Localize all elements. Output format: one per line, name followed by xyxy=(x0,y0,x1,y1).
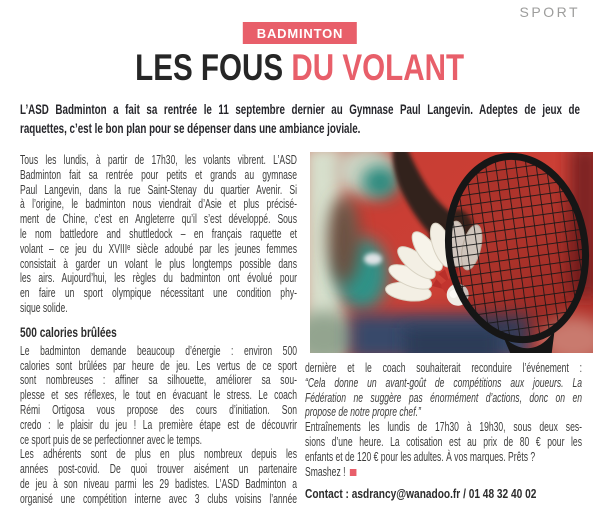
text-line: Paul Langevin, dans la rue Saint-Stenay du quartier Avenir. Si xyxy=(20,181,297,197)
text-line: le nom battledore and shuttledock – en français raquette et xyxy=(20,225,297,241)
category-badge: BADMINTON xyxy=(243,22,357,44)
text-line: enfants et de 120 € pour les adultes. À vos marques. Prêts ? xyxy=(305,448,536,464)
text-line: à l’origine, le badminton nous viendrait d’Asie et plus précisé- xyxy=(20,196,297,212)
page-title xyxy=(0,48,600,88)
blurred-arm xyxy=(328,196,360,284)
paragraph-calories xyxy=(20,344,298,448)
wristband xyxy=(364,253,382,265)
text-line: dernière et le coach souhaiterait reconduire l’événement : xyxy=(305,360,582,375)
text-line: Fédération ne suggère pas énormément d’actions, donc on en xyxy=(305,389,582,405)
blue-shorts-dark xyxy=(405,328,500,353)
contact-line: Contact : asdrancy@wanadoo.fr / 01 48 32 40 02 xyxy=(305,486,537,502)
smashez-line xyxy=(305,465,582,480)
text-line: Rémi Ortigosa vous propose des cours d’initiation. Son xyxy=(20,401,297,417)
right-column xyxy=(305,361,583,501)
text-line: en faire un sport olympique nécessitant une condition phy- xyxy=(20,285,297,301)
text-line: volant – ce jeu du XVIIIᵉ siècle adoubé par les jeunes femmes xyxy=(20,240,297,256)
text-line: Tous les lundis, à partir de 17h30, les volants vibrent. L’ASD xyxy=(20,152,297,167)
text-line: Entraînements les lundis de 17h30 à 19h30, sous deux ses- xyxy=(305,419,582,435)
subheading-500-calories: 500 calories brûlées xyxy=(20,324,117,340)
text-line: credo : le plaisir du jeu ! La première étape est de découvrir xyxy=(20,416,297,432)
badminton-photo-illustration xyxy=(310,152,593,353)
text-line: organisé une compétition interne avec 3 clubs voisins l’année xyxy=(20,490,297,506)
paragraph-adherents xyxy=(20,447,298,506)
text-line: sique solide. xyxy=(20,299,68,315)
text-line: Les adhérents sont de plus en plus nombreux depuis les xyxy=(20,446,297,462)
paragraph-events xyxy=(305,361,583,465)
text-line: propose de notre propre chef.” xyxy=(305,404,421,420)
text-line: Le badminton demande beaucoup d’énergie : environ 500 xyxy=(20,342,297,358)
text-line: L’ASD Badminton a fait sa rentrée le 11 septembre dernier au Gymnase Paul Langevin. Adeptes de jeux de xyxy=(20,101,580,117)
text-line: consistait à garder un volant le plus longtemps possible dans xyxy=(20,255,297,271)
page-title-text xyxy=(136,48,465,88)
section-label: SPORT xyxy=(519,4,580,20)
text-line: “Cela donne un avant-goût de compétitions aux joueurs. La xyxy=(305,374,582,390)
lead-paragraph xyxy=(20,100,580,138)
text-line: Badminton fait sa rentrée pour petits et grands au gymnase xyxy=(20,166,297,182)
article-end-square-icon xyxy=(350,469,357,476)
smashez-text: Smashez ! xyxy=(305,463,346,479)
paragraph-intro xyxy=(20,153,298,316)
text-line: raquettes, c’est le bon plan pour se dépenser dans une ambiance joviale. xyxy=(20,120,361,136)
text-line: ment de Chine, c’est en Angleterre qu’il s’est développé. Sous xyxy=(20,211,297,227)
title-part-accent: DU VOLANT xyxy=(291,47,465,88)
article-photo xyxy=(310,152,593,353)
text-line: sont nombreuses : affiner sa silhouette, améliorer sa sou- xyxy=(20,372,297,388)
text-line: années post-covid. De quoi trouver aisément un partenaire xyxy=(20,461,297,477)
title-part-dark: LES FOUS xyxy=(135,47,284,88)
left-column xyxy=(20,153,298,507)
text-line: les airs. Aujourd’hui, les règles du badminton ont évolué pour xyxy=(20,270,297,286)
text-line: de jeu à son niveau parmi les 29 badistes. L’ASD Badminton a xyxy=(20,475,297,491)
teal-background-blob-top xyxy=(362,166,398,198)
text-line: ce sport puis de se perfectionner avec le temps. xyxy=(20,431,203,447)
text-line: plesse et ses réflexes, le tout en évacuant le stress. Le coach xyxy=(20,387,297,403)
text-line: calories sont brûlées par heure de jeu. Les vertus de ce sport xyxy=(20,357,297,373)
text-line: sions d’une heure. La cotisation est au prix de 80 € pour les xyxy=(305,433,582,449)
